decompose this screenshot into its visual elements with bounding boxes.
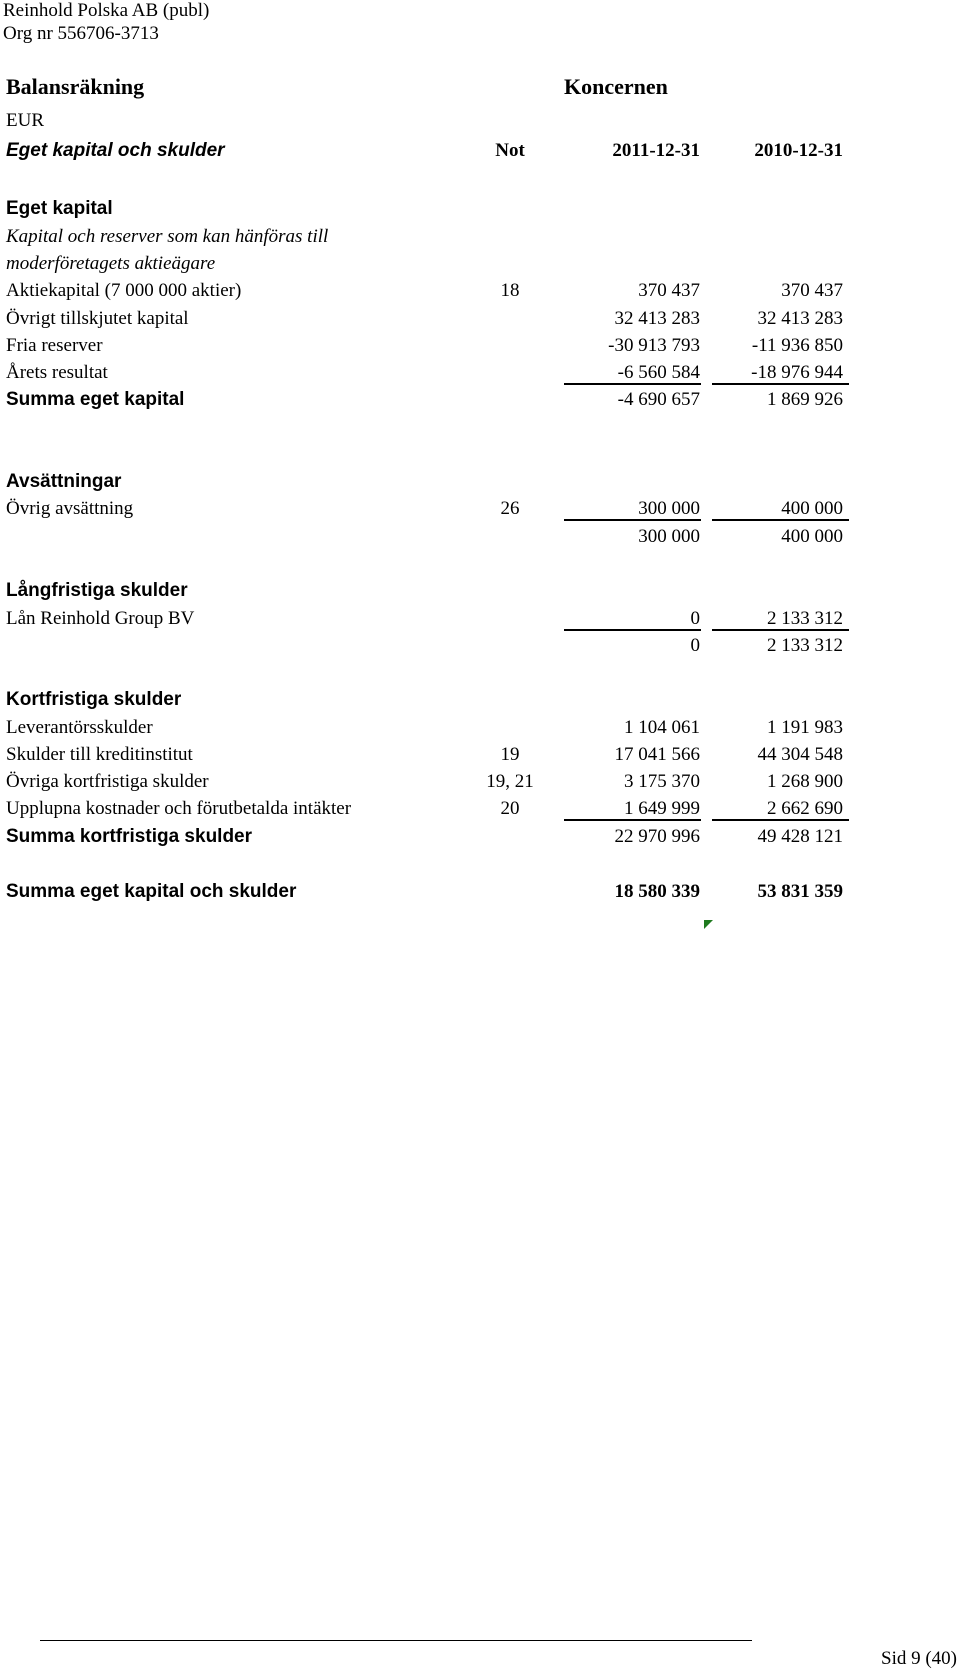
cell-comment-marker-icon [704, 920, 713, 929]
subtotal-value-2011: 300 000 [638, 526, 700, 547]
row-value-2010: 32 413 283 [757, 308, 843, 329]
row-note: 19 [500, 744, 520, 765]
currency-label: EUR [6, 110, 44, 131]
subtotal-rule [712, 819, 849, 821]
row-label: Övrig avsättning [6, 498, 134, 519]
row-value-2010: -11 936 850 [751, 335, 843, 356]
row-value-2011: 0 [690, 608, 700, 629]
statement-title: Balansräkning [6, 74, 145, 99]
column-header-2010: 2010-12-31 [754, 140, 843, 161]
row-label: Lån Reinhold Group BV [6, 608, 195, 629]
company-name: Reinhold Polska AB (publ) [3, 0, 210, 21]
footer-rule [40, 1640, 752, 1641]
row-value-2010: 2 662 690 [767, 798, 843, 819]
subtotal-rule [564, 819, 701, 821]
row-value-2010: 44 304 548 [757, 744, 843, 765]
row-note: 19, 21 [486, 771, 534, 792]
subtotal-rule [712, 383, 849, 385]
row-label: Skulder till kreditinstitut [6, 744, 193, 765]
row-value-2011: 32 413 283 [614, 308, 700, 329]
grand-total-label: Summa eget kapital och skulder [6, 881, 297, 902]
row-value-2010: 400 000 [781, 498, 843, 519]
equity-subheading-line1: Kapital och reserver som kan hänföras till [6, 226, 329, 247]
row-value-2010: 2 133 312 [767, 608, 843, 629]
row-value-2011: 17 041 566 [614, 744, 700, 765]
total-value-2011: 22 970 996 [614, 826, 700, 847]
column-header-note: Not [495, 140, 525, 161]
row-value-2011: 1 649 999 [624, 798, 700, 819]
row-label: Fria reserver [6, 335, 103, 356]
short-term-heading: Kortfristiga skulder [6, 689, 182, 710]
group-label: Koncernen [564, 74, 668, 99]
subtotal-value-2010: 400 000 [781, 526, 843, 547]
row-value-2011: 370 437 [638, 280, 700, 301]
total-value-2011: -4 690 657 [617, 389, 700, 410]
row-label: Aktiekapital (7 000 000 aktier) [6, 280, 242, 301]
equity-subheading-line2: moderföretagets aktieägare [6, 253, 216, 274]
row-value-2011: -6 560 584 [617, 362, 700, 383]
provisions-heading: Avsättningar [6, 471, 122, 492]
row-label: Övriga kortfristiga skulder [6, 771, 209, 792]
row-value-2010: 1 191 983 [767, 717, 843, 738]
section-heading: Eget kapital och skulder [6, 140, 225, 161]
subtotal-value-2011: 0 [690, 635, 700, 656]
row-label: Övrigt tillskjutet kapital [6, 308, 189, 329]
equity-heading: Eget kapital [6, 198, 113, 219]
grand-total-value-2010: 53 831 359 [757, 881, 843, 902]
subtotal-value-2010: 2 133 312 [767, 635, 843, 656]
row-label: Upplupna kostnader och förutbetalda intäkter [6, 798, 352, 819]
row-note: 26 [500, 498, 520, 519]
org-number: Org nr 556706-3713 [3, 23, 159, 44]
column-header-2011: 2011-12-31 [612, 140, 700, 161]
row-value-2010: 1 268 900 [767, 771, 843, 792]
row-note: 18 [500, 280, 520, 301]
subtotal-rule [564, 383, 701, 385]
grand-total-value-2011: 18 580 339 [614, 881, 700, 902]
row-value-2010: 370 437 [781, 280, 843, 301]
row-label: Leverantörsskulder [6, 717, 153, 738]
long-term-heading: Långfristiga skulder [6, 580, 188, 601]
total-value-2010: 49 428 121 [757, 826, 843, 847]
total-label: Summa eget kapital [6, 389, 185, 410]
subtotal-rule [564, 519, 701, 521]
total-value-2010: 1 869 926 [767, 389, 843, 410]
row-value-2011: 3 175 370 [624, 771, 700, 792]
subtotal-rule [564, 629, 701, 631]
row-value-2011: 1 104 061 [624, 717, 700, 738]
row-value-2011: -30 913 793 [608, 335, 700, 356]
subtotal-rule [712, 519, 849, 521]
total-label: Summa kortfristiga skulder [6, 826, 253, 847]
row-value-2010: -18 976 944 [751, 362, 843, 383]
row-note: 20 [500, 798, 520, 819]
page-number: Sid 9 (40) [881, 1648, 957, 1669]
row-value-2011: 300 000 [638, 498, 700, 519]
row-label: Årets resultat [6, 362, 108, 383]
subtotal-rule [712, 629, 849, 631]
